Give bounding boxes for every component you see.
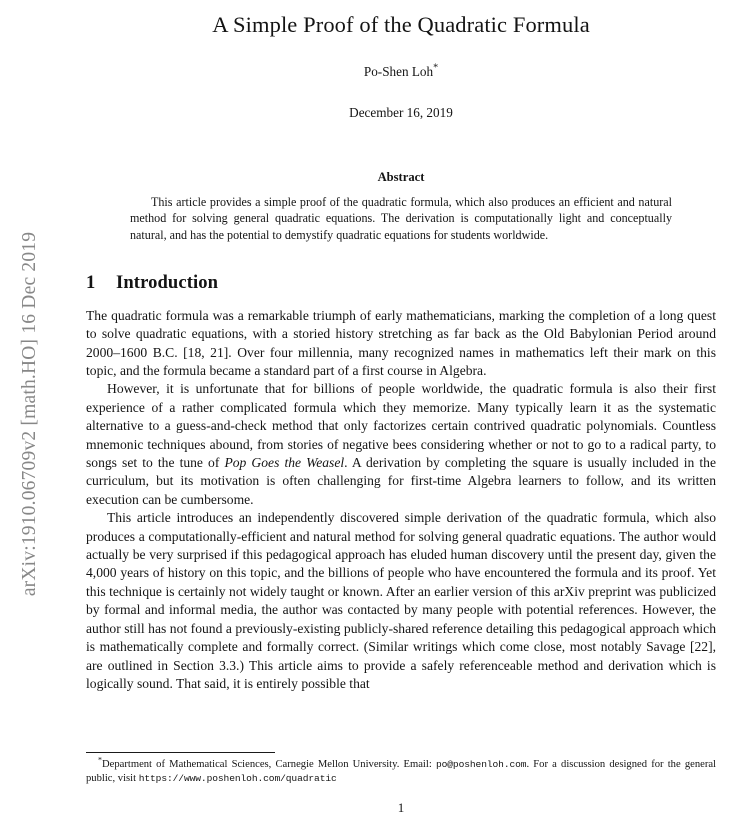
author-line bbox=[86, 64, 716, 80]
section-heading-introduction bbox=[86, 272, 716, 294]
paragraph-p1 bbox=[86, 307, 716, 381]
abstract-body: This article provides a simple proof of the quadratic formula, which also produces an efficient and natural method for solving general quadratic equations. The derivation is computationally light and conceptually natural, and has the potential to demystify quadratic equations for students worldwide. bbox=[130, 195, 672, 242]
paragraph-run-text: The quadratic formula was a remarkable triumph of early mathematicians, marking the completion of a long quest to solve quadratic equations, with a storied history stretching as far back as the Old Babylonian Period around 2000–1600 B.C. [18, 21]. Over four millennia, many recognized names in mathematics left their mark on this topic, and the formula became a standard part of a first course in Algebra. bbox=[86, 307, 716, 379]
paragraph-run-text: This article introduces an independently discovered simple derivation of the quadratic formula, which also produces a computationally-efficient and natural method for solving general quadratic equations. The author would actually be very surprised if this pedagogical approach has eluded human discovery until the present day, given the 4,000 years of history on this topic, and the billions of people who have encountered the formula and its proof. Yet this technique is certainly not widely taught or known. After an earlier version of this arXiv preprint was publicized by formal and informal media, the author was contacted by many people with potential references. However, the author still has not found a previously-existing publicly-shared reference detailing this pedagogical approach which is mathematically complete and formally correct. (Similar writings which come close, most notably Savage [22], are outlined in Section 3.3.) This article aims to provide a safely referenceable method and derivation which is logically sound. That said, it is entirely possible that bbox=[86, 510, 716, 691]
footnote-email-link[interactable]: po@poshenloh.com bbox=[435, 759, 527, 770]
body-paragraphs bbox=[86, 307, 716, 694]
footnote-text bbox=[86, 755, 717, 786]
abstract-heading: Abstract bbox=[377, 170, 425, 184]
footnote-rule bbox=[86, 752, 275, 753]
author-name: Po-Shen Loh bbox=[363, 64, 434, 79]
paragraph-p2 bbox=[86, 380, 716, 509]
page-title: A Simple Proof of the Quadratic Formula bbox=[212, 12, 590, 37]
section-title: Introduction bbox=[116, 271, 219, 293]
paragraph-run-emphasis: Pop Goes the Weasel bbox=[224, 455, 345, 471]
footnote-url-link[interactable]: https://www.poshenloh.com/quadratic bbox=[138, 773, 337, 785]
paragraph-p3 bbox=[86, 509, 716, 693]
paragraph-run-text: However, it is unfortunate that for billions of people worldwide, the quadratic formula is also their first experience of a rather complicated formula which they memorize. Many typically learn it as the systematic alternative to a guess-and-check method that only factorizes certain contrived quadratic polynomials. Countless mnemonic techniques abound, from stories of negative bees considering whether or not to go to a radical party, to songs set to the tune of bbox=[86, 381, 716, 471]
footnote-area bbox=[86, 752, 716, 786]
page-number: 1 bbox=[397, 800, 405, 815]
paper-page bbox=[86, 0, 716, 828]
author-footnote-marker[interactable]: * bbox=[433, 62, 439, 74]
publication-date: December 16, 2019 bbox=[349, 105, 453, 120]
footnote-discussion-text: . For a discussion designed for the general public, visit bbox=[86, 759, 717, 785]
arxiv-stamp-text: arXiv:1910.06709v2 [math.HO] 16 Dec 2019 bbox=[19, 231, 40, 597]
footnote-marker: * bbox=[98, 755, 102, 765]
footnote-affiliation: Department of Mathematical Sciences, Carnegie Mellon University. Email: bbox=[102, 759, 436, 770]
section-number: 1 bbox=[86, 271, 96, 293]
paragraph-run-text: . A derivation by completing the square is usually included in the curriculum, but its motivation is often challenging for first-time Algebra learners to follow, and its written execution can be cumbersome. bbox=[86, 455, 716, 507]
abstract-section bbox=[130, 121, 672, 243]
arxiv-stamp bbox=[0, 0, 60, 828]
